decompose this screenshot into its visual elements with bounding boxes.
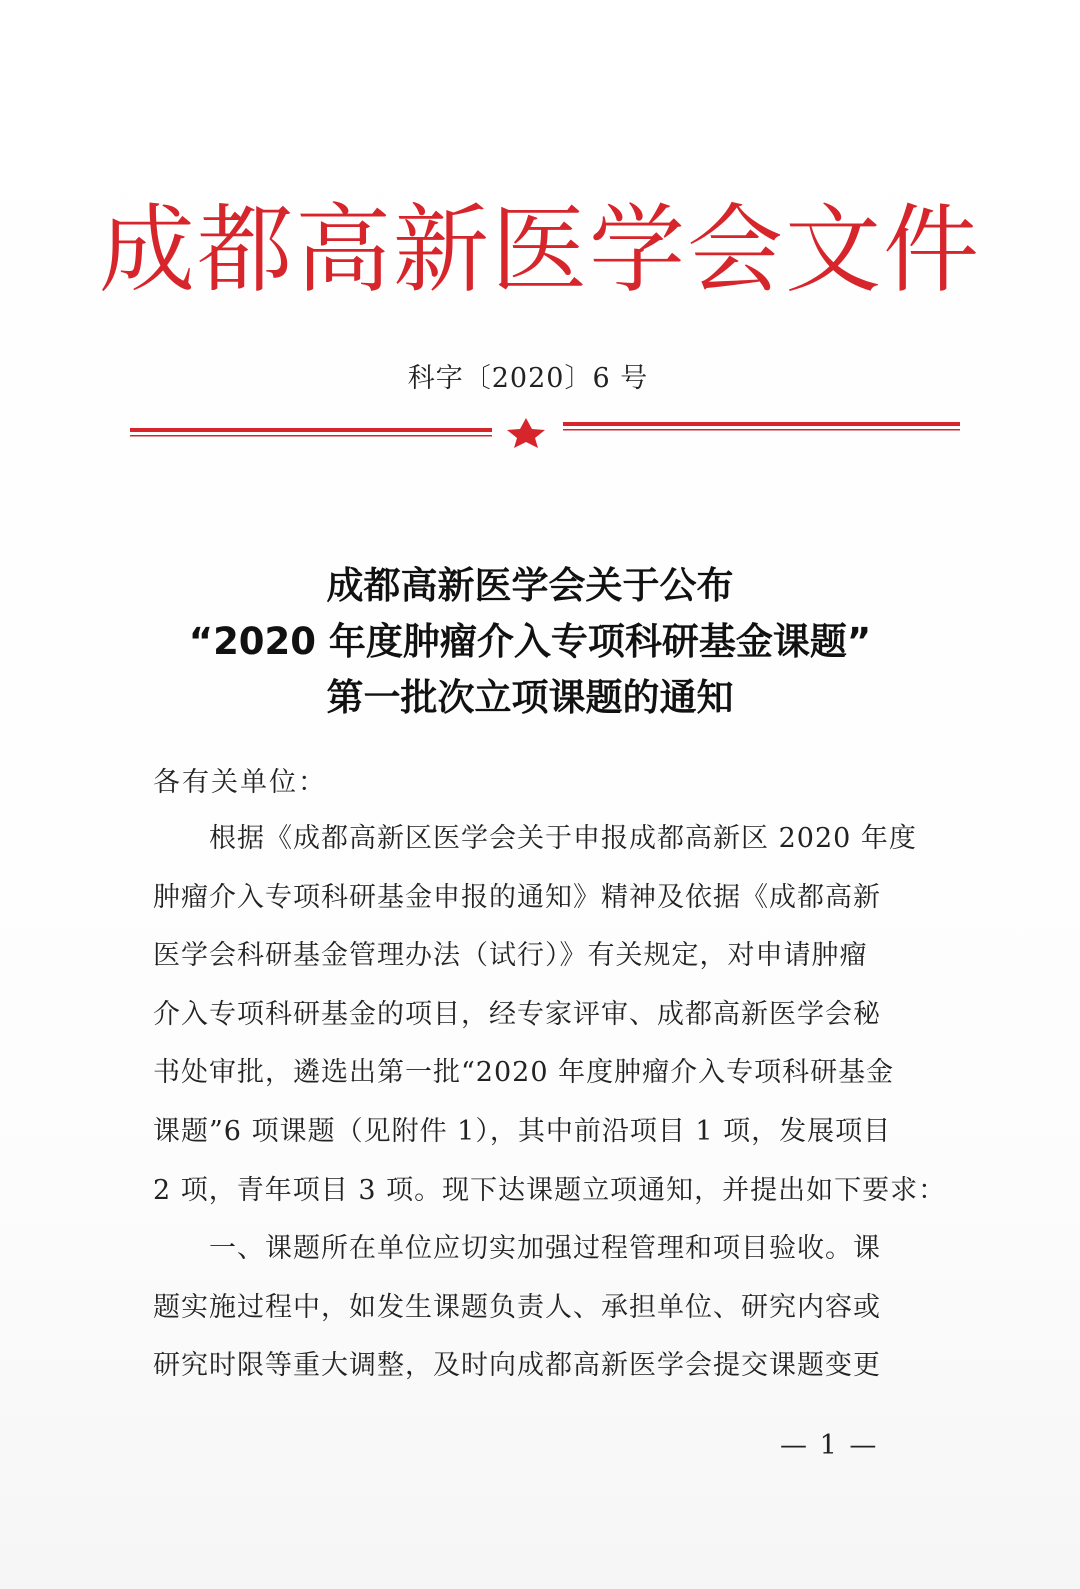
- masthead-title: 成都高新医学会文件: [99, 194, 981, 306]
- red-divider: [130, 418, 960, 448]
- body-line: 课题”6 项课题（见附件 1），其中前沿项目 1 项，发展项目: [153, 1115, 892, 1147]
- body-line: 一、课题所在单位应切实加强过程管理和项目验收。课: [153, 1233, 881, 1265]
- body-line: 肿瘤介入专项科研基金申报的通知》精神及依据《成都高新: [153, 881, 881, 913]
- body-line: 根据《成都高新区医学会关于申报成都高新区 2020 年度: [153, 823, 917, 854]
- body-line: 介入专项科研基金的项目，经专家评审、成都高新医学会秘: [153, 998, 881, 1030]
- body-text: [153, 810, 947, 1396]
- notice-title: [0, 558, 1060, 726]
- title-line-2: “2020 年度肿瘤介入专项科研基金课题”: [188, 620, 872, 663]
- divider-right-thin-line: [563, 429, 960, 431]
- body-line: 2 项，青年项目 3 项。现下达课题立项通知，并提出如下要求：: [153, 1174, 947, 1206]
- salutation: 各有关单位：: [153, 767, 327, 798]
- title-line-1: 成都高新医学会关于公布: [326, 564, 734, 607]
- star-icon: [507, 418, 545, 448]
- divider-left-thin-line: [130, 435, 492, 437]
- body-line: 研究时限等重大调整，及时向成都高新医学会提交课题变更: [153, 1350, 881, 1382]
- divider-right-thick-line: [563, 422, 960, 426]
- body-line: 题实施过程中，如发生课题负责人、承担单位、研究内容或: [153, 1291, 881, 1323]
- divider-left-thick-line: [130, 428, 492, 432]
- body-line: 医学会科研基金管理办法（试行）》有关规定，对申请肿瘤: [153, 940, 868, 972]
- page-number: — 1 —: [780, 1430, 879, 1461]
- document-number: 科字〔2020〕6 号: [407, 363, 649, 394]
- title-line-3: 第一批次立项课题的通知: [326, 676, 734, 719]
- body-line: 书处审批，遴选出第一批“2020 年度肿瘤介入专项科研基金: [153, 1057, 895, 1089]
